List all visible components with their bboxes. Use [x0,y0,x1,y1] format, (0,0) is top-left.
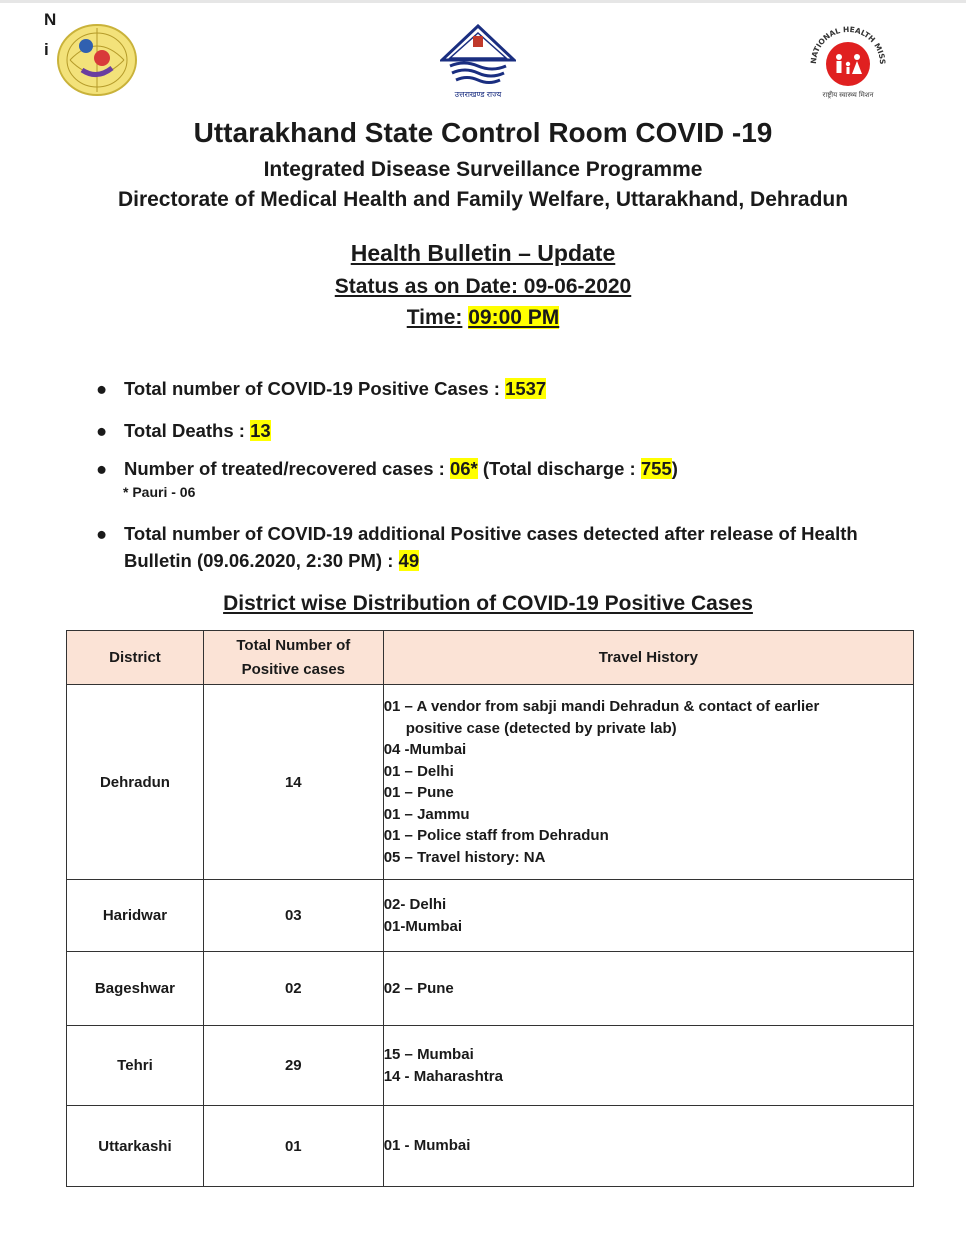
header-total [203,631,383,685]
district-cell: Bageshwar [67,952,204,1026]
treated-value: 06* [449,458,478,479]
travel-line: 15 – Mumbai [383,1046,474,1063]
subtitle-directorate: Directorate of Medical Health and Family Welfare, Uttarakhand, Dehradun [117,188,849,211]
travel-line: 01 – Jammu [383,805,470,823]
header-district: District [67,631,204,685]
travel-line: 01 - Mumbai [383,1137,471,1155]
time-label: Time: [406,306,463,329]
travel-cell [383,1026,913,1106]
travel-line: 01 – Delhi [383,762,454,780]
page-title: Uttarakhand State Control Room COVID -19 [193,117,773,148]
nhm-logo [806,24,890,100]
district-cell: Uttarkashi [67,1106,204,1187]
nhm-caption: राष्ट्रीय स्वास्थ्य मिशन [822,92,874,99]
table-row [67,1026,914,1106]
positive-value: 1537 [505,378,547,399]
district-table-title: District wise Distribution of COVID-19 Positive Cases [223,592,753,615]
additional-value: 49 [398,550,420,571]
travel-cell [383,685,913,880]
travel-cell [383,880,913,952]
bulletin-heading: Health Bulletin – Update [350,240,616,266]
travel-line: 04 -Mumbai [383,741,467,758]
header-total-line1: Total Number of [236,636,351,654]
deaths-value: 13 [250,420,271,441]
travel-line: 01-Mumbai [383,917,463,935]
travel-line: 05 – Travel history: NA [383,848,546,866]
total-cell: 14 [203,685,383,880]
travel-cell [383,952,913,1026]
nhm-ring-text: NATIONAL HEALTH MISS [808,24,888,65]
district-cell: Haridwar [67,880,204,952]
table-header-row [67,631,914,685]
emblem-caption: उत्तराखण्ड राज्य [454,90,502,99]
corner-letter-i: i [44,40,49,59]
travel-cell [383,1106,913,1187]
additional-label: Total number of COVID-19 additional Positive cases detected after release of Health Bulletin (09.06.2020, 2:30 PM) : [124,523,858,571]
table-row [67,685,914,880]
discharge-value: 755 [640,458,672,479]
bullet-dot: ● [96,523,108,544]
corner-letter-n: N [44,10,57,29]
total-cell: 01 [203,1106,383,1187]
bullet-dot: ● [96,378,108,399]
status-time [0,306,966,330]
subtitle-programme: Integrated Disease Surveillance Programme [263,158,703,181]
pauri-note: * Pauri - 06 [123,484,196,500]
travel-line: 02 – Pune [383,979,454,997]
table-row [67,1106,914,1187]
travel-line: 01 – Police staff from Dehradun [383,827,609,844]
bullet-dot: ● [96,458,108,479]
top-border [0,0,966,3]
travel-line: 01 – A vendor from sabji mandi Dehradun & contact of earlier [383,698,820,715]
discharge-label: (Total discharge : [482,458,636,479]
total-cell: 29 [203,1026,383,1106]
idsp-logo [56,22,138,103]
total-cell: 02 [203,952,383,1026]
header-total-line2: Positive cases [241,660,345,678]
uttarakhand-emblem [436,24,520,100]
bullet-dot: ● [96,420,108,441]
travel-line: 01 – Pune [383,784,454,801]
deaths-label: Total Deaths : [124,420,245,441]
total-cell: 03 [203,880,383,952]
travel-line: 14 - Maharashtra [383,1067,503,1085]
treated-label: Number of treated/recovered cases : [124,458,445,479]
time-value: 09:00 PM [468,306,560,329]
header-travel: Travel History [383,631,913,685]
discharge-close: ) [671,458,678,479]
travel-line: 02- Delhi [383,896,447,913]
district-cell: Dehradun [67,685,204,880]
table-row [67,952,914,1026]
travel-line: positive case (detected by private lab) [405,719,677,737]
district-cell: Tehri [67,1026,204,1106]
table-row [67,880,914,952]
status-date: Status as on Date: 09-06-2020 [334,275,632,298]
positive-label: Total number of COVID-19 Positive Cases : [124,378,500,399]
district-table [66,630,914,1187]
